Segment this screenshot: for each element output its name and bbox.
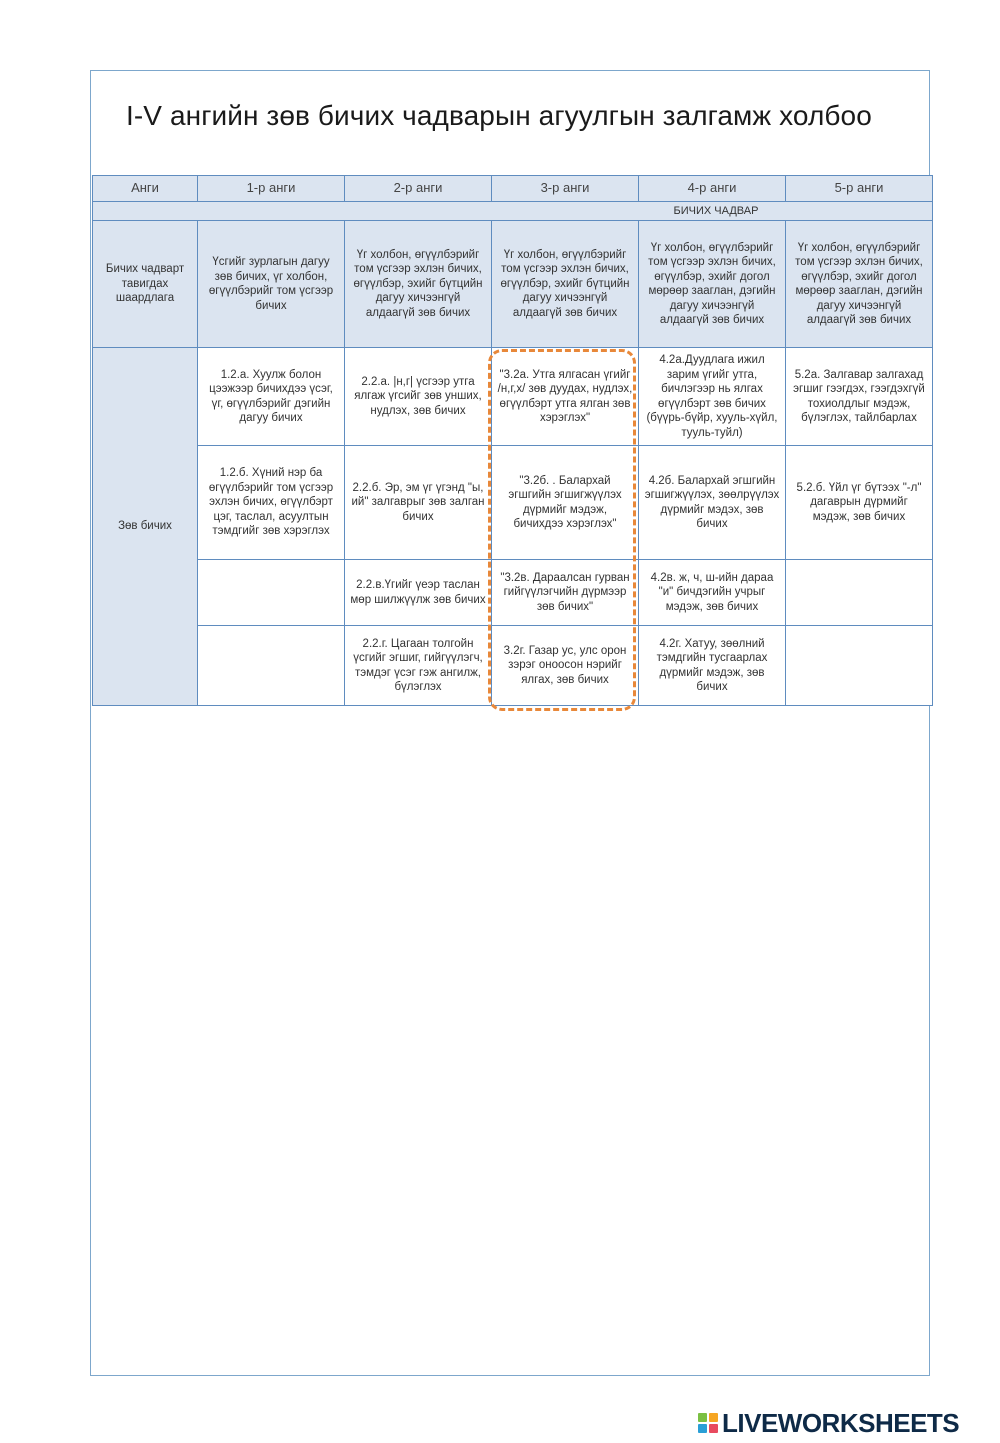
logo-square-icon [709,1424,718,1433]
requirement-cell-3: Үг холбон, өгүүлбэрийг том үсгээр эхлэн бичих, өгүүлбэр, эхийг бүтцийн дагуу хичээнгүй алдаагүй зөв бичих [492,221,639,348]
table-cell: 4.2в. ж, ч, ш-ийн дараа "и" бичдэгийн учрыг мэдэж, зөв бичих [639,560,786,626]
logo-square-icon [709,1413,718,1422]
requirement-row [93,221,933,348]
table-cell: 1.2.а. Хуулж болон цээжээр бичихдээ үсэг, үг, өгүүлбэрийг дэгийн дагуу бичих [198,348,345,446]
table-cell: "3.2а. Утга ялгасан үгийг /н,г,х/ зөв дуудах, нудлэх, өгүүлбэрт утга ялган зөв хэрэглэх" [492,348,639,446]
requirement-cell-1: Үсгийг зурлагын дагуу зөв бичих, үг холбон, өгүүлбэрийг том үсгээр бичих [198,221,345,348]
band-row [93,202,933,221]
header-row [93,176,933,202]
table-cell: 2.2.г. Цагаан толгойн үсгийг эгшиг, гийгүүлэгч, тэмдэг үсэг гэж ангилж, бүлэглэх [345,626,492,706]
table-row [93,626,933,706]
requirement-cell-5: Үг холбон, өгүүлбэрийг том үсгээр эхлэн бичих, өгүүлбэр, эхийг догол мөрөөр зааглан, дэгийн дагуу хичээнгүй алдаагүй зөв бичих [786,221,933,348]
table-cell: 2.2.а. |н,г| үсгээр утга ялгаж үгсийг зөв унших, нудлэх, зөв бичих [345,348,492,446]
band-label: БИЧИХ ЧАДВАР [673,204,759,217]
table-cell: 2.2.в.Үгийг үеэр таслан мөр шилжүүлж зөв бичих [345,560,492,626]
table-cell: 5.2.б. Үйл үг бүтээх "-л" дагаврын дүрмийг мэдэж, зөв бичих [786,446,933,560]
curriculum-table [92,175,933,706]
table-cell [198,626,345,706]
section-label: Зөв бичих [93,348,198,706]
table-cell [198,560,345,626]
table-cell: 2.2.б. Эр, эм үг үгэнд "ы, ий" залгаврыг зөв залган бичих [345,446,492,560]
header-cell-5: 5-р анги [786,176,933,202]
table-cell [786,560,933,626]
header-cell-2: 2-р анги [345,176,492,202]
requirement-label: Бичих чадварт тавигдах шаардлага [93,221,198,348]
requirement-cell-4: Үг холбон, өгүүлбэрийг том үсгээр эхлэн бичих, өгүүлбэр, эхийг догол мөрөөр зааглан, дэгийн дагуу хичээнгүй алдаагүй зөв бичих [639,221,786,348]
header-cell-4: 4-р анги [639,176,786,202]
liveworksheets-logo[interactable] [698,1408,959,1438]
table-cell: 4.2б. Балархай эгшгийн эгшигжүүлэх, зөөлрүүлэх дүрмийг мэдэх, зөв бичих [639,446,786,560]
table-row [93,446,933,560]
table-cell: 5.2а. Залгавар залгахад эгшиг гээгдэх, гээгдэхгүй тохиолдлыг мэдэж, бүлэглэх, тайлбарлах [786,348,933,446]
table-cell [786,626,933,706]
table-row [93,348,933,446]
logo-square-icon [698,1424,707,1433]
header-cell-grade: Анги [93,176,198,202]
curriculum-table-container [92,175,932,706]
band-cell [93,202,933,221]
page-title: I-V ангийн зөв бичих чадварын агуулгын залгамж холбоо [126,100,872,131]
logo-square-icon [698,1413,707,1422]
table-cell: 4.2а.Дуудлага ижил зарим үгийг утга, бичлэгээр нь ялгах өгүүлбэрт зөв бичих (бүүрь-бүйр, хууль-хүйл, тууль-туйл) [639,348,786,446]
table-cell: 4.2г. Хатуу, зөөлний тэмдгийн тусгаарлах дүрмийг мэдэж, зөв бичих [639,626,786,706]
logo-text: LIVEWORKSHEETS [722,1407,960,1438]
table-cell: "3.2б. . Балархай эгшгийн эгшигжүүлэх дүрмийг мэдэж, бичихдээ хэрэглэх" [492,446,639,560]
requirement-cell-2: Үг холбон, өгүүлбэрийг том үсгээр эхлэн бичих, өгүүлбэр, эхийг бүтцийн дагуу хичээнгүй алдаагүй зөв бичих [345,221,492,348]
table-cell: 1.2.б. Хүний нэр ба өгүүлбэрийг том үсгээр эхлэн бичих, өгүүлбэрт цэг, таслал, асуултын тэмдгийг зөв хэрэглэх [198,446,345,560]
header-cell-1: 1-р анги [198,176,345,202]
table-cell: "3.2в. Дараалсан гурван гийгүүлэгчийн дүрмээр зөв бичих" [492,560,639,626]
table-row [93,560,933,626]
logo-mark-icon [698,1413,718,1433]
header-cell-3: 3-р анги [492,176,639,202]
table-cell: 3.2г. Газар ус, улс орон зэрэг оноосон нэрийг ялгах, зөв бичих [492,626,639,706]
